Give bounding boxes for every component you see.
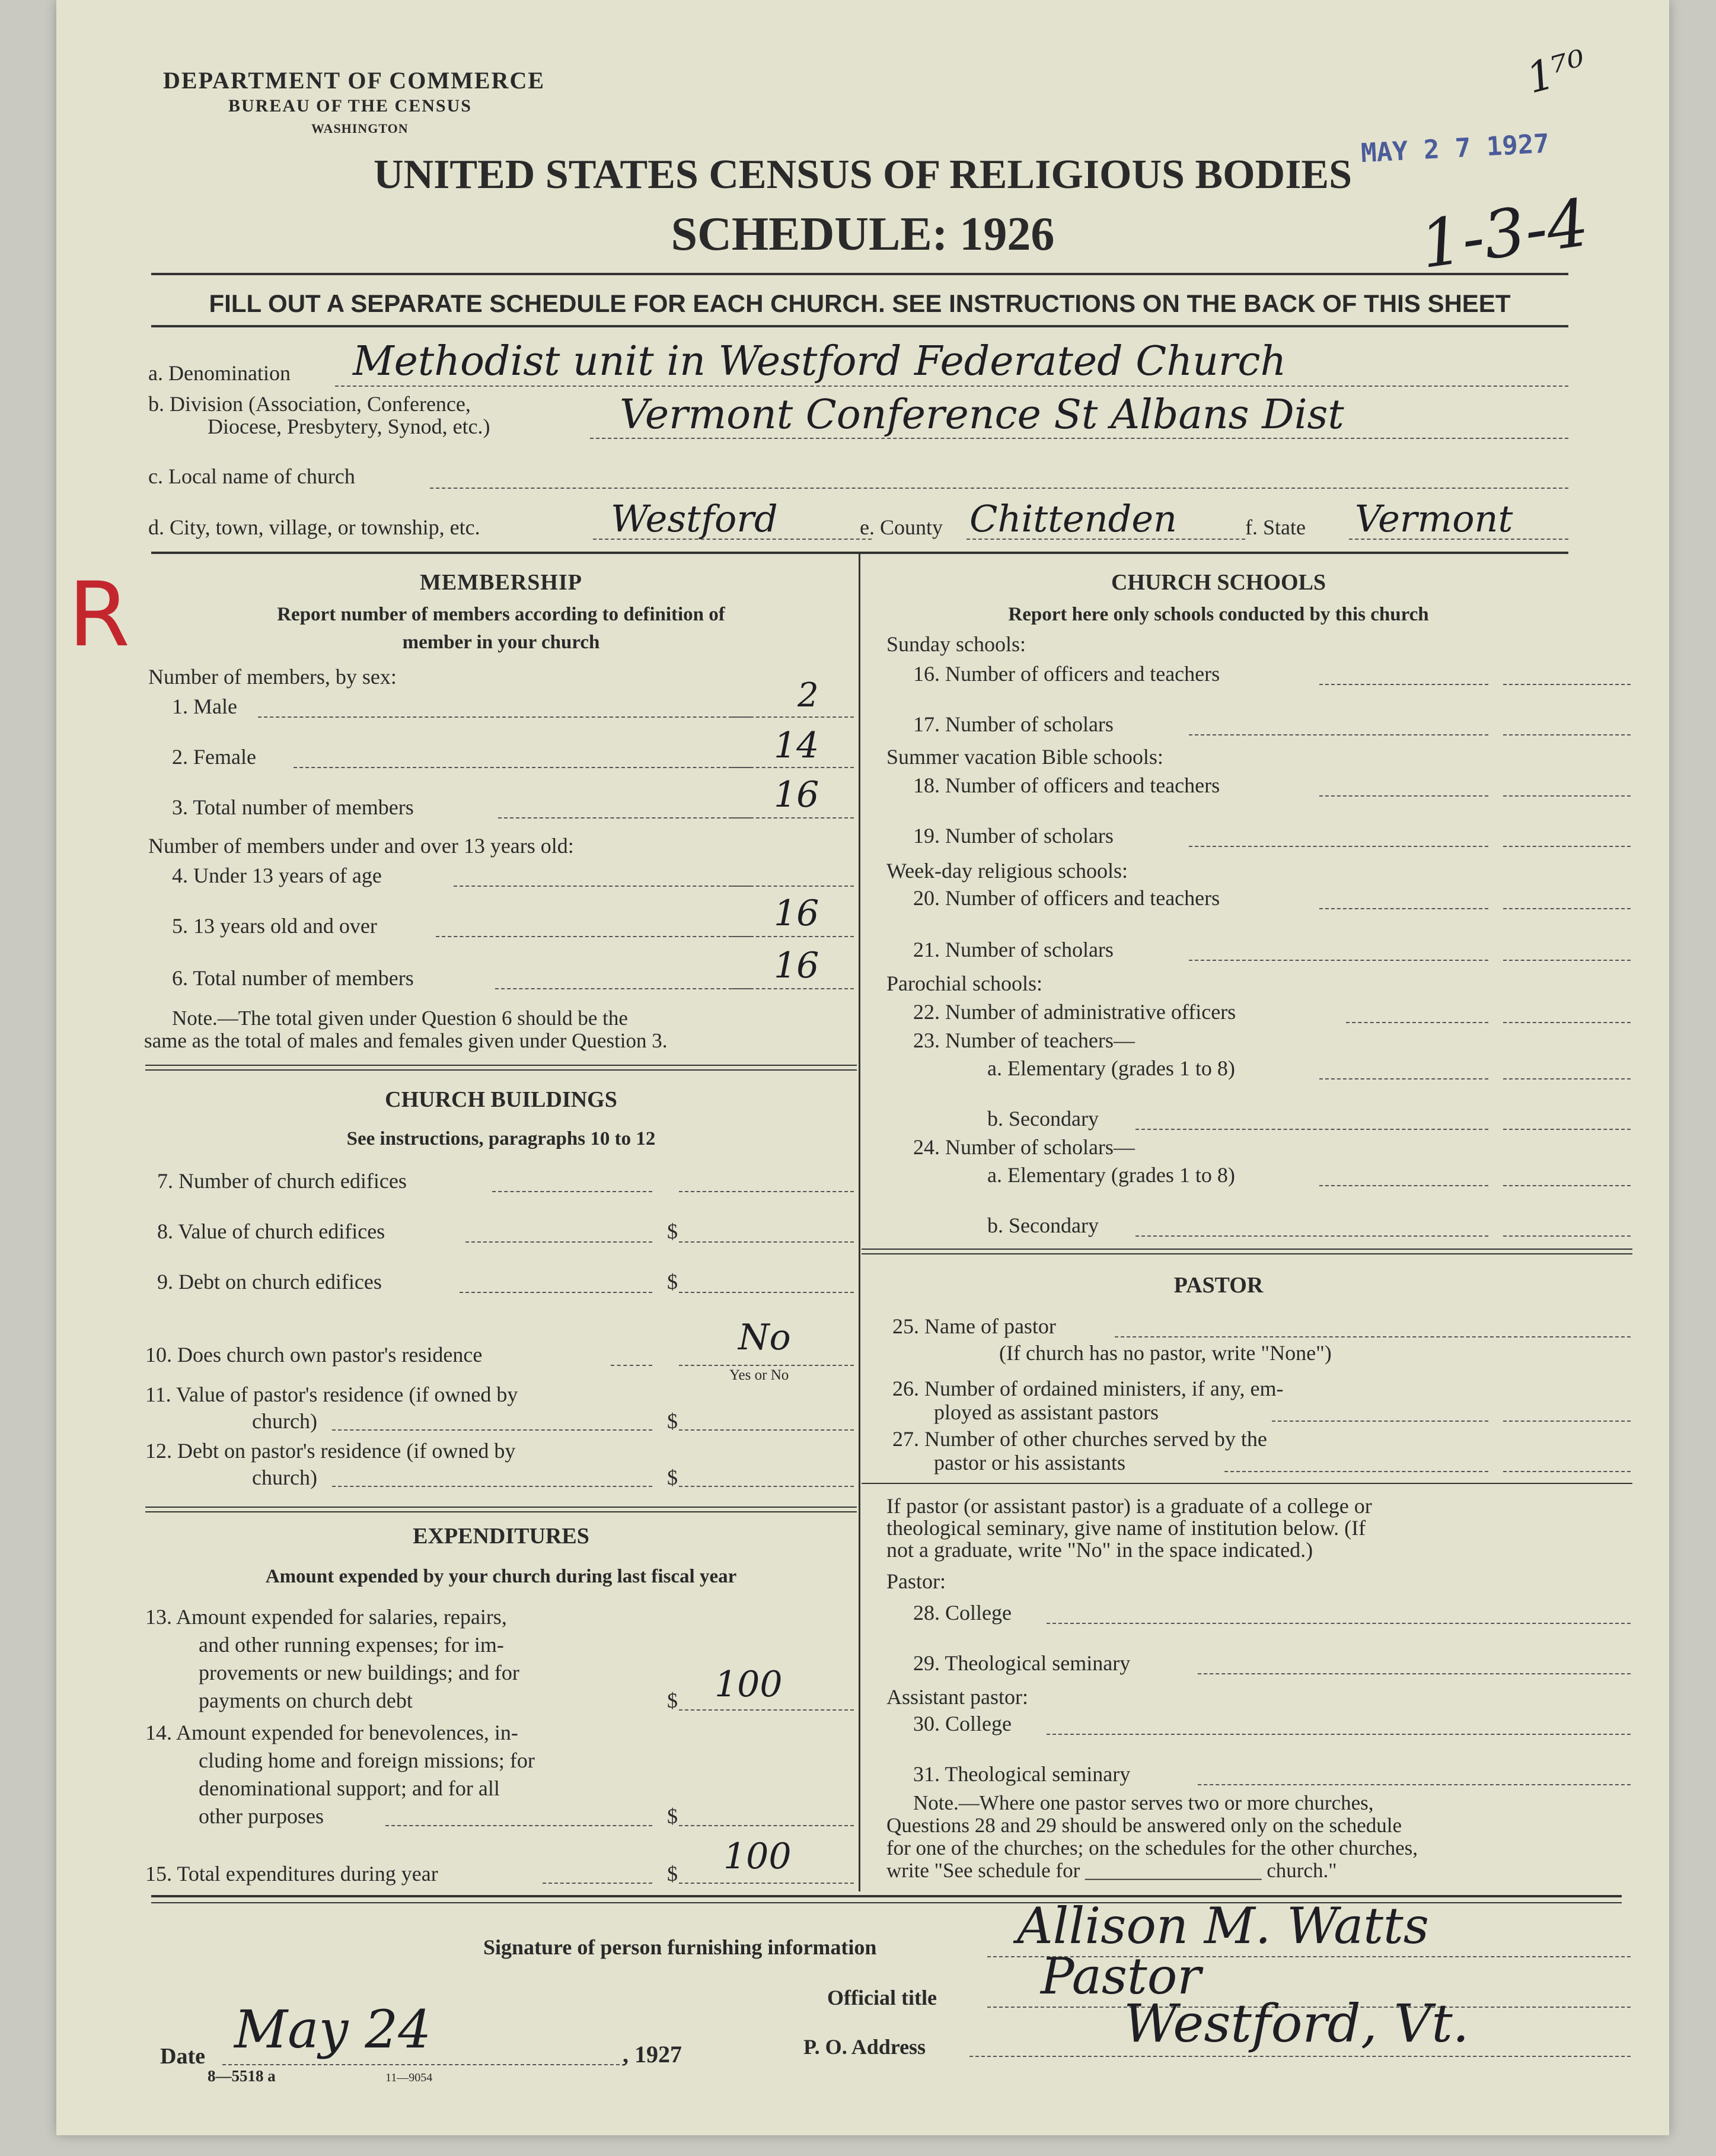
q13-dollar: $: [667, 1689, 678, 1712]
city-line: WASHINGTON: [311, 121, 409, 136]
q1-field[interactable]: 2: [798, 676, 819, 715]
summer-label: Summer vacation Bible schools:: [886, 745, 1163, 769]
signature-field[interactable]: Allison M. Watts: [1017, 1897, 1429, 1955]
q23b-label: b. Secondary: [987, 1107, 1099, 1130]
q21-label: 21. Number of scholars: [913, 938, 1114, 961]
q5-label: 5. 13 years old and over: [172, 914, 377, 938]
pastor-note-2: Questions 28 and 29 should be answered only on the schedule: [886, 1814, 1402, 1837]
q13-label-2: and other running expenses; for im-: [199, 1633, 504, 1657]
buildings-heading: CHURCH BUILDINGS: [385, 1087, 617, 1112]
denomination-label: a. Denomination: [148, 361, 291, 385]
q12-dollar: $: [667, 1466, 678, 1489]
form-title: UNITED STATES CENSUS OF RELIGIOUS BODIES: [373, 152, 1353, 198]
division-label-1: b. Division (Association, Conference,: [148, 392, 471, 416]
q25-label: 25. Name of pastor: [892, 1314, 1056, 1338]
q4-label: 4. Under 13 years of age: [172, 864, 382, 887]
pastor-heading: PASTOR: [1173, 1273, 1264, 1298]
q8-dollar: $: [667, 1219, 678, 1243]
code-note: 1-3-4: [1415, 184, 1593, 284]
graduate-note-2: theological seminary, give name of institution below. (If: [886, 1516, 1366, 1540]
q14-label-3: denominational support; and for all: [199, 1776, 500, 1800]
official-title-field[interactable]: Pastor: [1041, 1947, 1201, 2005]
q19-label: 19. Number of scholars: [913, 824, 1114, 848]
bureau-line: BUREAU OF THE CENSUS: [228, 96, 472, 116]
state-field[interactable]: Vermont: [1355, 497, 1513, 540]
buildings-sub: See instructions, paragraphs 10 to 12: [346, 1128, 656, 1149]
q24b-label: b. Secondary: [987, 1214, 1099, 1237]
q3-field[interactable]: 16: [774, 774, 819, 816]
q14-label-4: other purposes: [199, 1804, 324, 1828]
membership-note-2: same as the total of males and females given under Question 3.: [144, 1029, 668, 1052]
q13-label-1: 13. Amount expended for salaries, repairs,: [145, 1605, 507, 1629]
q31-label: 31. Theological seminary: [913, 1762, 1131, 1786]
parochial-label: Parochial schools:: [886, 972, 1042, 995]
q27-label-2: pastor or his assistants: [934, 1451, 1125, 1475]
q13-label-4: payments on church debt: [199, 1689, 413, 1712]
q9-label: 9. Debt on church edifices: [157, 1270, 382, 1294]
by-sex-label: Number of members, by sex:: [148, 665, 397, 689]
q15-field[interactable]: 100: [723, 1836, 792, 1877]
q15-dollar: $: [667, 1862, 678, 1886]
q13-label-3: provements or new buildings; and for: [199, 1661, 519, 1684]
date-field[interactable]: May 24: [234, 1999, 432, 2060]
q6-field[interactable]: 16: [774, 945, 819, 986]
division-label-2: Diocese, Presbytery, Synod, etc.): [208, 415, 490, 438]
q27-label-1: 27. Number of other churches served by the: [892, 1427, 1267, 1451]
sunday-label: Sunday schools:: [886, 632, 1026, 656]
membership-heading: MEMBERSHIP: [420, 570, 582, 595]
q24-label: 24. Number of scholars—: [913, 1135, 1135, 1159]
form-number: 8—5518 a: [208, 2067, 276, 2085]
q16-label: 16. Number of officers and teachers: [913, 662, 1220, 686]
q13-field[interactable]: 100: [715, 1664, 783, 1705]
date-year: , 1927: [623, 2041, 682, 2068]
city-field[interactable]: Westford: [611, 497, 778, 540]
q24a-label: a. Elementary (grades 1 to 8): [987, 1163, 1235, 1187]
q14-label-2: cluding home and foreign missions; for: [199, 1749, 535, 1772]
q22-label: 22. Number of administrative officers: [913, 1000, 1236, 1024]
q30-label: 30. College: [913, 1712, 1012, 1735]
schools-heading: CHURCH SCHOOLS: [1111, 570, 1326, 595]
q25-note: (If church has no pastor, write "None"): [999, 1341, 1332, 1365]
q12-label-2: church): [252, 1466, 317, 1489]
q12-label-1: 12. Debt on pastor's residence (if owned by: [145, 1439, 516, 1463]
q1-label: 1. Male: [172, 695, 237, 718]
q2-field[interactable]: 14: [774, 725, 819, 766]
membership-note-1: Note.—The total given under Question 6 should be the: [172, 1007, 628, 1030]
q8-label: 8. Value of church edifices: [157, 1219, 385, 1243]
q10-label: 10. Does church own pastor's residence: [145, 1343, 483, 1367]
by-age-label: Number of members under and over 13 years old:: [148, 834, 574, 858]
pastor-sublabel: Pastor:: [886, 1569, 946, 1593]
q11-label-2: church): [252, 1409, 317, 1433]
corner-note: 1⁷⁰: [1522, 40, 1592, 103]
q23a-label: a. Elementary (grades 1 to 8): [987, 1056, 1235, 1080]
county-field[interactable]: Chittenden: [969, 497, 1177, 540]
q20-label: 20. Number of officers and teachers: [913, 886, 1220, 910]
q29-label: 29. Theological seminary: [913, 1651, 1131, 1675]
weekday-label: Week-day religious schools:: [886, 859, 1128, 883]
pastor-note-3: for one of the churches; on the schedules for the other churches,: [886, 1836, 1418, 1859]
received-stamp: MAY 2 7 1927: [1360, 128, 1551, 169]
signature-label: Signature of person furnishing information: [483, 1935, 877, 1959]
membership-sub-2: member in your church: [402, 632, 600, 653]
division-field[interactable]: Vermont Conference St Albans Dist: [620, 391, 1344, 438]
q9-dollar: $: [667, 1270, 678, 1294]
official-title-label: Official title: [827, 1986, 937, 2009]
po-address-label: P. O. Address: [803, 2035, 926, 2059]
denomination-field[interactable]: Methodist unit in Westford Federated Church: [353, 338, 1287, 385]
q17-label: 17. Number of scholars: [913, 712, 1114, 736]
county-label: e. County: [860, 515, 943, 539]
q5-field[interactable]: 16: [774, 893, 819, 934]
q11-dollar: $: [667, 1409, 678, 1433]
state-label: f. State: [1245, 515, 1306, 539]
q26-label-1: 26. Number of ordained ministers, if any, em-: [892, 1377, 1284, 1400]
dept-line: DEPARTMENT OF COMMERCE: [163, 67, 546, 94]
q14-label-1: 14. Amount expended for benevolences, in-: [145, 1721, 518, 1744]
expenditures-heading: EXPENDITURES: [413, 1524, 589, 1549]
q28-label: 28. College: [913, 1601, 1012, 1625]
q26-label-2: ployed as assistant pastors: [934, 1400, 1159, 1424]
schools-sub: Report here only schools conducted by this church: [1008, 604, 1429, 625]
pastor-note-1: Note.—Where one pastor serves two or more churches,: [913, 1791, 1374, 1814]
q15-label: 15. Total expenditures during year: [145, 1862, 438, 1886]
q2-label: 2. Female: [172, 745, 256, 769]
q14-dollar: $: [667, 1804, 678, 1828]
q10-field[interactable]: No: [738, 1317, 791, 1358]
q6-label: 6. Total number of members: [172, 966, 414, 990]
city-label: d. City, town, village, or township, etc.: [148, 515, 480, 539]
instruction-line: FILL OUT A SEPARATE SCHEDULE FOR EACH CHURCH. SEE INSTRUCTIONS ON THE BACK OF THIS SHEET: [209, 289, 1511, 317]
q3-label: 3. Total number of members: [172, 795, 414, 819]
assistant-sublabel: Assistant pastor:: [886, 1685, 1028, 1709]
expenditures-sub: Amount expended by your church during last fiscal year: [265, 1566, 737, 1587]
membership-sub-1: Report number of members according to definition of: [277, 604, 725, 625]
date-label: Date: [160, 2044, 205, 2069]
q7-label: 7. Number of church edifices: [157, 1169, 407, 1193]
q11-label-1: 11. Value of pastor's residence (if owned by: [145, 1383, 518, 1406]
pastor-note-4: write "See schedule for _________________ church.": [886, 1859, 1337, 1882]
q23-label: 23. Number of teachers—: [913, 1028, 1135, 1052]
red-review-mark: R: [68, 563, 130, 667]
po-address-field[interactable]: Westford, Vt.: [1124, 1993, 1469, 2054]
census-schedule-sheet: [56, 0, 1669, 2135]
graduate-note-1: If pastor (or assistant pastor) is a graduate of a college or: [886, 1494, 1372, 1518]
graduate-note-3: not a graduate, write "No" in the space indicated.): [886, 1538, 1313, 1562]
form-subtitle: SCHEDULE: 1926: [671, 208, 1055, 260]
q18-label: 18. Number of officers and teachers: [913, 773, 1220, 797]
local-name-label: c. Local name of church: [148, 464, 355, 488]
yes-no-caption: Yes or No: [729, 1367, 789, 1383]
print-number: 11—9054: [385, 2071, 433, 2084]
